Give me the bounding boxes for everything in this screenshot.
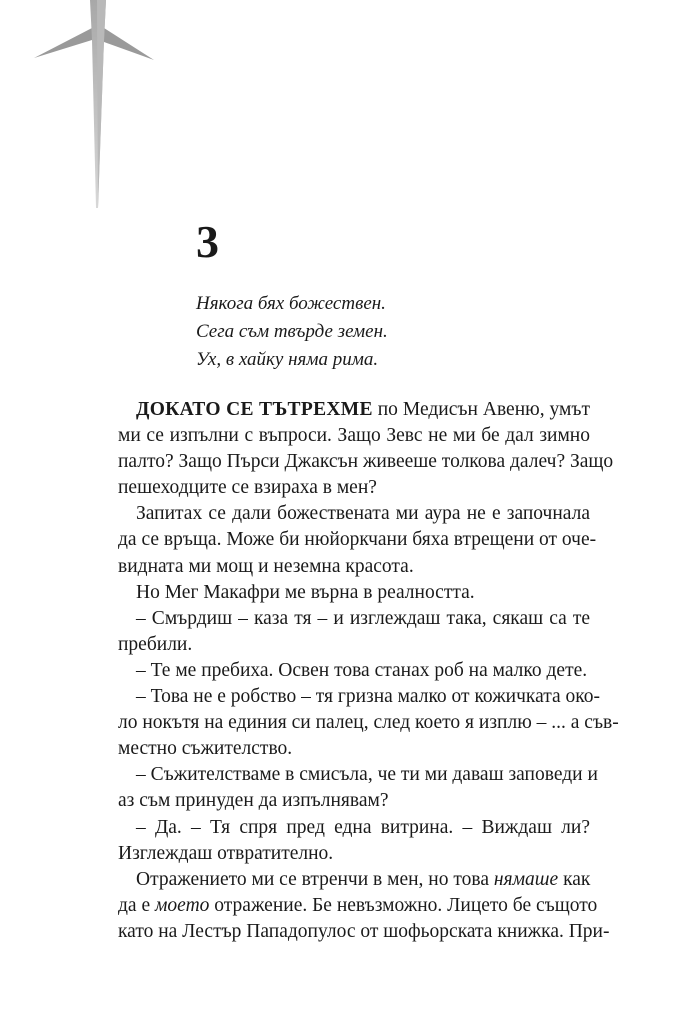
text-line: видната ми мощ и неземна красота.	[118, 555, 414, 577]
text-line: да се връща. Може би нюйоркчани бяха втрещени от оче-	[118, 529, 597, 551]
text-line: ло нокътя на единия си палец, след което я изплю – ... а съв-	[118, 712, 619, 734]
text-line: – Те ме пребиха. Освен това станах роб на малко дете.	[136, 659, 588, 681]
text-line: пребили.	[118, 633, 193, 655]
text-line: палто? Защо Пърси Джаксън живееше толкова далеч? Защо	[118, 451, 614, 473]
text-line: местно съжителство.	[118, 738, 293, 760]
epigraph-haiku	[196, 290, 388, 374]
text-line: като на Лестър Пападопулос от шофьорската книжка. При-	[118, 920, 610, 942]
text-line: – Смърдиш – каза тя – и изглеждаш така, сякаш са те	[136, 607, 590, 629]
paragraph	[118, 815, 590, 867]
text-line	[118, 867, 590, 893]
paragraph	[118, 397, 614, 501]
lead-word: ДОКАТО СЕ ТЪТРЕХМЕ	[136, 399, 373, 420]
text-fragment: Отражението ми се втренчи в мен, но това	[136, 868, 494, 890]
text-line: Изглеждаш отвратително.	[118, 842, 334, 864]
text-fragment: отражение. Бе невъзможно. Лицето бе същото	[209, 894, 598, 916]
emphasis: нямаше	[493, 868, 559, 890]
haiku-line: Ух, в хайку няма рима.	[196, 349, 379, 370]
emphasis: моето	[154, 894, 210, 916]
text-line: Но Мег Макафри ме върна в реалността.	[136, 581, 475, 603]
text-line: – Това не е робство – тя гризна малко от кожичката око-	[136, 686, 601, 708]
paragraph	[118, 684, 619, 762]
text-line: – Съжителстваме в смисъла, че ти ми даваш заповеди и	[136, 764, 598, 786]
text-line: аз съм принуден да изпълнявам?	[118, 790, 389, 812]
arrow-ornament-icon	[0, 0, 200, 210]
paragraph	[118, 580, 590, 606]
haiku-line: Сега съм твърде земен.	[196, 321, 388, 342]
text-line: Запитах се дали божествената ми аура не е започнала	[136, 503, 590, 525]
chapter-body	[118, 397, 619, 945]
paragraph	[118, 658, 590, 684]
text-fragment: по Медисън Авеню, умът	[372, 399, 590, 420]
haiku-line: Някога бях божествен.	[196, 293, 386, 314]
text-fragment: как	[558, 868, 591, 890]
text-line	[118, 397, 590, 423]
chapter-number: 3	[196, 216, 219, 267]
paragraph	[118, 501, 597, 579]
text-line: – Да. – Тя спря пред една витрина. – Виждаш ли?	[136, 816, 590, 838]
paragraph	[118, 606, 590, 658]
paragraph	[118, 762, 598, 814]
paragraph	[118, 867, 610, 945]
text-line: пешеходците се взираха в мен?	[118, 477, 377, 499]
text-line: ми се изпълни с въпроси. Защо Зевс не ми бе дал зимно	[118, 425, 590, 447]
text-fragment: да е	[118, 894, 155, 916]
text-line	[118, 893, 598, 919]
